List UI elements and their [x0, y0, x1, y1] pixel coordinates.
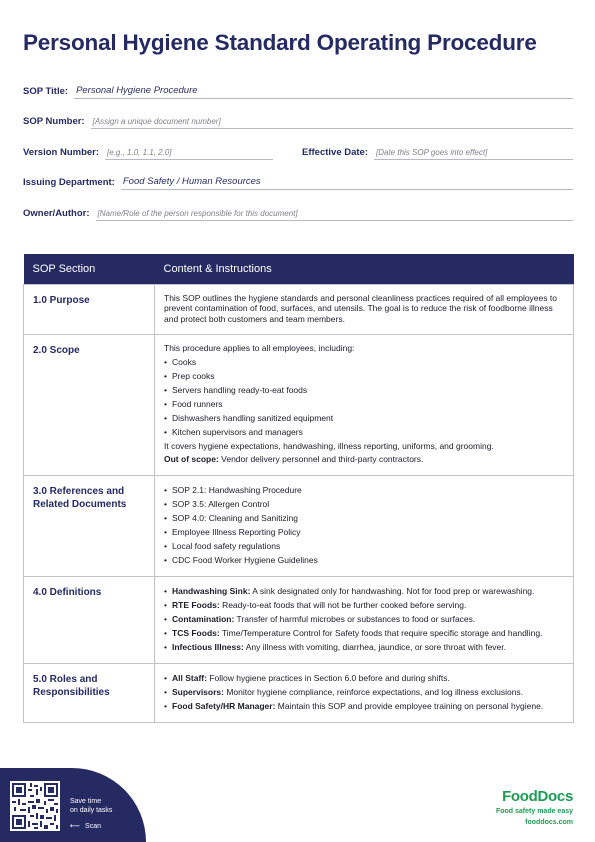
brand-tagline: Food safety made easy: [495, 808, 573, 815]
brand-block: [496, 788, 573, 826]
role-term: All Staff:: [172, 672, 207, 683]
issuing-department-field: [23, 172, 573, 190]
out-of-scope-label: Out of scope:: [164, 454, 219, 464]
list-item: • Cooks: [164, 357, 564, 368]
list-item: • Kitchen supervisors and managers: [164, 427, 564, 438]
scope-covers: It covers hygiene expectations, handwashing, illness reporting, uniforms, and grooming.: [164, 440, 494, 451]
list-item: [164, 586, 564, 597]
list-item: • Dishwashers handling sanitized equipment: [164, 413, 564, 424]
out-of-scope-text: Vendor delivery personnel and third-party contractors.: [218, 454, 424, 464]
brand-url[interactable]: fooddocs.com: [525, 819, 573, 826]
effective-date-value[interactable]: [Date this SOP goes into effect]: [374, 144, 573, 160]
effective-date-field: [302, 142, 573, 160]
section-title-scope: 2.0 Scope: [24, 335, 155, 476]
scope-intro: This procedure applies to all employees, including:: [164, 343, 355, 353]
brand-logo: FoodDocs: [502, 788, 573, 805]
list-item: [164, 628, 564, 639]
section-title-definitions: 4.0 Definitions: [24, 576, 155, 663]
role-text: Follow hygiene practices in Section 6.0 before and during shifts.: [206, 672, 450, 683]
list-item: • Local food safety regulations: [164, 541, 564, 552]
definition-term: Contamination:: [172, 613, 235, 624]
references-content: [155, 475, 574, 576]
header-sop-section: SOP Section: [24, 254, 155, 284]
section-title-references: 3.0 References and Related Documents: [24, 475, 155, 576]
scan-prompt: [70, 822, 101, 830]
table-row-purpose: [24, 284, 574, 335]
list-item: • CDC Food Worker Hygiene Guidelines: [164, 555, 564, 566]
section-title-purpose: 1.0 Purpose: [24, 284, 155, 335]
list-item: [164, 642, 564, 653]
table-header-row: [24, 254, 574, 284]
role-text: Monitor hygiene compliance, reinforce expectations, and log illness exclusions.: [223, 686, 524, 697]
owner-author-field: [23, 203, 573, 221]
list-item: [164, 701, 564, 712]
definitions-list: [164, 586, 564, 653]
table-row-scope: [24, 335, 574, 476]
list-item: • Servers handling ready-to-eat foods: [164, 385, 564, 396]
scope-out-of-scope: [164, 454, 564, 465]
sop-number-value[interactable]: [Assign a unique document number]: [91, 113, 573, 129]
list-item: [164, 614, 564, 625]
definition-term: Handwashing Sink:: [172, 585, 251, 596]
arrow-left-icon: ⟵: [70, 823, 81, 830]
definition-text: Ready-to-eat foods that will not be further cooked before serving.: [219, 599, 467, 610]
owner-author-label: Owner/Author:: [23, 208, 90, 219]
definitions-content: [155, 576, 574, 663]
purpose-text: This SOP outlines the hygiene standards and personal cleanliness practices required of all employees to prevent contamination of food, surfaces, and utensils. The goal is to reduce the risk of foodborne illness and protect both customers and team members.: [164, 292, 557, 324]
references-list: [164, 485, 564, 566]
sop-title-value[interactable]: Personal Hygiene Procedure: [74, 83, 573, 99]
table-row-roles: [24, 663, 574, 722]
list-item: [164, 600, 564, 611]
list-item: • SOP 4.0: Cleaning and Sanitizing: [164, 513, 564, 524]
qr-code-icon[interactable]: [10, 781, 60, 831]
list-item: • Food runners: [164, 399, 564, 410]
owner-author-value[interactable]: [Name/Role of the person responsible for this document]: [96, 205, 574, 221]
list-item: • Prep cooks: [164, 371, 564, 382]
effective-date-label: Effective Date:: [302, 147, 368, 158]
scope-list: [164, 357, 564, 438]
save-time-text: [70, 797, 112, 815]
roles-content: [155, 663, 574, 722]
definition-text: A sink designated only for handwashing. Not for food prep or warewashing.: [250, 585, 535, 596]
header-content-instructions: Content & Instructions: [155, 254, 574, 284]
document-title: Personal Hygiene Standard Operating Procedure: [23, 30, 537, 55]
list-item: • SOP 2.1: Handwashing Procedure: [164, 485, 564, 496]
sop-number-label: SOP Number:: [23, 116, 85, 127]
section-title-roles: 5.0 Roles and Responsibilities: [24, 663, 155, 722]
table-row-definitions: [24, 576, 574, 663]
definition-term: RTE Foods:: [172, 599, 220, 610]
version-number-label: Version Number:: [23, 147, 100, 158]
sop-title-field: [23, 81, 573, 99]
role-text: Maintain this SOP and provide employee training on personal hygiene.: [275, 700, 544, 711]
issuing-department-label: Issuing Department:: [23, 177, 115, 188]
definition-term: TCS Foods:: [172, 627, 220, 638]
list-item: [164, 687, 564, 698]
scan-label: Scan: [85, 822, 102, 830]
role-term: Supervisors:: [172, 686, 224, 697]
save-time-line2: on daily tasks: [70, 807, 113, 814]
sop-table: [23, 254, 574, 723]
version-number-value[interactable]: [e.g., 1.0, 1.1, 2.0]: [105, 144, 273, 160]
list-item: • Employee Illness Reporting Policy: [164, 527, 564, 538]
roles-list: [164, 673, 564, 712]
list-item: • SOP 3.5: Allergen Control: [164, 499, 564, 510]
role-term: Food Safety/HR Manager:: [172, 700, 276, 711]
issuing-department-value[interactable]: Food Safety / Human Resources: [121, 174, 573, 190]
definition-text: Any illness with vomiting, diarrhea, jaundice, or sore throat with fever.: [243, 641, 507, 652]
list-item: [164, 673, 564, 684]
version-number-field: [23, 142, 273, 160]
sop-number-field: [23, 111, 573, 129]
purpose-content: [155, 284, 574, 335]
table-row-references: [24, 475, 574, 576]
scope-content: [155, 335, 574, 476]
definition-text: Transfer of harmful microbes or substances to food or surfaces.: [234, 613, 476, 624]
save-time-line1: Save time: [70, 798, 102, 805]
definition-text: Time/Temperature Control for Safety foods that require specific storage and handling.: [219, 627, 543, 638]
sop-title-label: SOP Title:: [23, 86, 69, 97]
definition-term: Infectious Illness:: [172, 641, 244, 652]
